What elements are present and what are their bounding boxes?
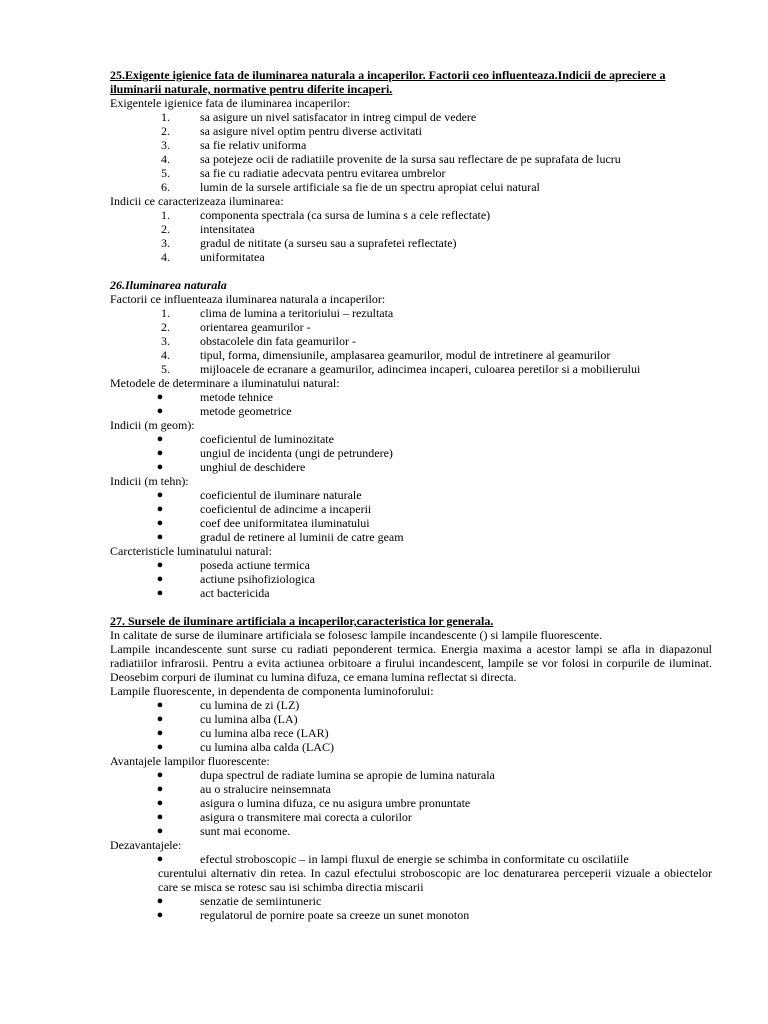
section bbox=[110, 68, 712, 264]
bullet-item bbox=[110, 432, 712, 446]
text-line: Carcteristicle luminatului natural: bbox=[110, 544, 272, 558]
bullet-item bbox=[110, 698, 712, 712]
bullet-item bbox=[110, 796, 712, 810]
bullet-item bbox=[110, 712, 712, 726]
item-number: 5. bbox=[161, 362, 170, 376]
numbered-item bbox=[110, 166, 712, 180]
item-text: regulatorul de pornire poate sa creeze un sunet monoton bbox=[200, 908, 470, 922]
bullet-item bbox=[110, 810, 712, 824]
numbered-item bbox=[110, 180, 712, 194]
paragraph: In calitate de surse de iluminare artificiala se folosesc lampile incandescente () si lampile fluorescente. bbox=[110, 628, 603, 642]
item-text: coef dee uniformitatea iluminatului bbox=[200, 516, 370, 530]
bullet-icon: ● bbox=[156, 699, 164, 711]
item-text-continuation: curentului alternativ din retea. In cazul efectului stroboscopic are loc denaturarea perceperii vizuale a obiectelor care se misca se rotesc sau isi schimba directia miscarii bbox=[158, 866, 712, 894]
item-number: 2. bbox=[161, 124, 170, 138]
bullet-icon: ● bbox=[156, 811, 164, 823]
item-text: metode geometrice bbox=[200, 404, 292, 418]
bullet-icon: ● bbox=[156, 853, 164, 865]
bullet-item bbox=[110, 572, 712, 586]
item-number: 5. bbox=[161, 166, 170, 180]
bullet-item bbox=[110, 908, 712, 922]
text-line: Avantajele lampilor fluorescente: bbox=[110, 754, 270, 768]
bullet-icon: ● bbox=[156, 727, 164, 739]
item-text: actiune psihofiziologica bbox=[200, 572, 315, 586]
bullet-item bbox=[110, 782, 712, 796]
numbered-item bbox=[110, 306, 712, 320]
bullet-icon: ● bbox=[156, 405, 164, 417]
bullet-item bbox=[110, 390, 712, 404]
item-text: sa potejeze ocii de radiatiile provenite de la sursa sau reflectare de pe suprafata de lucru bbox=[200, 152, 621, 166]
numbered-item bbox=[110, 152, 712, 166]
item-text: intensitatea bbox=[200, 222, 255, 236]
item-text: dupa spectrul de radiate lumina se apropie de lumina naturala bbox=[200, 768, 495, 782]
numbered-item bbox=[110, 208, 712, 222]
item-text: sa fie cu radiatie adecvata pentru evitarea umbrelor bbox=[200, 166, 446, 180]
bullet-icon: ● bbox=[156, 783, 164, 795]
bullet-icon: ● bbox=[156, 447, 164, 459]
bullet-item bbox=[110, 502, 712, 516]
item-text: mijloacele de ecranare a geamurilor, adincimea incaperi, culoarea peretilor si a mobilierului bbox=[200, 362, 641, 376]
bullet-icon: ● bbox=[156, 573, 164, 585]
item-text: orientarea geamurilor - bbox=[200, 320, 311, 334]
item-text: au o stralucire neinsemnata bbox=[200, 782, 331, 796]
text-line: Exigentele igienice fata de iluminarea incaperilor: bbox=[110, 96, 351, 110]
item-text: gradul de retinere al luminii de catre geam bbox=[200, 530, 404, 544]
bullet-item bbox=[110, 740, 712, 754]
section-heading: 27. Sursele de iluminare artificiala a incaperilor,caracteristica lor generala. bbox=[110, 614, 494, 628]
text-line: Metodele de determinare a iluminatului natural: bbox=[110, 376, 340, 390]
item-text: asigura o transmitere mai corecta a culorilor bbox=[200, 810, 412, 824]
item-text: uniformitatea bbox=[200, 250, 265, 264]
item-number: 4. bbox=[161, 152, 170, 166]
bullet-icon: ● bbox=[156, 391, 164, 403]
bullet-icon: ● bbox=[156, 769, 164, 781]
item-text: act bactericida bbox=[200, 586, 270, 600]
bullet-icon: ● bbox=[156, 461, 164, 473]
bullet-item bbox=[110, 404, 712, 418]
text-line: Factorii ce influenteaza iluminarea naturala a incaperilor: bbox=[110, 292, 386, 306]
item-number: 3. bbox=[161, 236, 170, 250]
numbered-item bbox=[110, 222, 712, 236]
bullet-item bbox=[110, 768, 712, 782]
numbered-item bbox=[110, 124, 712, 138]
bullet-icon: ● bbox=[156, 517, 164, 529]
bullet-item bbox=[110, 894, 712, 908]
bullet-item bbox=[110, 446, 712, 460]
bullet-icon: ● bbox=[156, 559, 164, 571]
section-heading: 26.Iluminarea naturala bbox=[110, 278, 227, 292]
text-line: Dezavantajele: bbox=[110, 838, 182, 852]
bullet-first-line bbox=[156, 852, 712, 866]
item-number: 2. bbox=[161, 320, 170, 334]
item-text: unghiul de deschidere bbox=[200, 460, 306, 474]
item-text: componenta spectrala (ca sursa de lumina s a cele reflectate) bbox=[200, 208, 491, 222]
numbered-item bbox=[110, 320, 712, 334]
numbered-item bbox=[110, 138, 712, 152]
bullet-item bbox=[110, 852, 712, 894]
bullet-icon: ● bbox=[156, 503, 164, 515]
item-text: ungiul de incidenta (ungi de petrundere) bbox=[200, 446, 393, 460]
bullet-icon: ● bbox=[156, 895, 164, 907]
item-text: metode tehnice bbox=[200, 390, 273, 404]
item-text: lumin de la sursele artificiale sa fie de un spectru apropiat celui natural bbox=[200, 180, 540, 194]
item-text: coeficientul de iluminare naturale bbox=[200, 488, 362, 502]
numbered-item bbox=[110, 110, 712, 124]
numbered-item bbox=[110, 362, 712, 376]
numbered-item bbox=[110, 236, 712, 250]
bullet-item bbox=[110, 516, 712, 530]
bullet-icon: ● bbox=[156, 825, 164, 837]
bullet-icon: ● bbox=[156, 587, 164, 599]
item-text: sa asigure nivel optim pentru diverse activitati bbox=[200, 124, 422, 138]
item-text: cu lumina alba calda (LAC) bbox=[200, 740, 334, 754]
item-text: sunt mai econome. bbox=[200, 824, 291, 838]
item-text: poseda actiune termica bbox=[200, 558, 310, 572]
item-number: 3. bbox=[161, 334, 170, 348]
numbered-item bbox=[110, 250, 712, 264]
bullet-icon: ● bbox=[156, 909, 164, 921]
bullet-icon: ● bbox=[156, 489, 164, 501]
item-text: obstacolele din fata geamurilor - bbox=[200, 334, 356, 348]
item-number: 4. bbox=[161, 250, 170, 264]
item-text: gradul de nititate (a surseu sau a suprafetei reflectate) bbox=[200, 236, 457, 250]
item-text: coeficientul de luminozitate bbox=[200, 432, 334, 446]
document-page bbox=[110, 68, 712, 936]
numbered-item bbox=[110, 334, 712, 348]
bullet-icon: ● bbox=[156, 797, 164, 809]
item-text: cu lumina alba (LA) bbox=[200, 712, 298, 726]
section bbox=[110, 278, 712, 600]
bullet-icon: ● bbox=[156, 433, 164, 445]
bullet-item bbox=[110, 726, 712, 740]
item-text: senzatie de semiintuneric bbox=[200, 894, 322, 908]
text-line: Lampile fluorescente, in dependenta de componenta luminoforului: bbox=[110, 684, 434, 698]
bullet-icon: ● bbox=[156, 741, 164, 753]
section-heading: 25.Exigente igienice fata de iluminarea naturala a incaperilor. Factorii ceo influenteaza.Indicii de apreciere a iluminarii naturale, normative pentru diferite incaperi. bbox=[110, 68, 666, 96]
item-text: cu lumina de zi (LZ) bbox=[200, 698, 300, 712]
item-text: efectul stroboscopic – in lampi fluxul de energie se schimba in conformitate cu oscilatiile bbox=[200, 852, 629, 866]
bullet-icon: ● bbox=[156, 531, 164, 543]
text-line: Indicii (m geom): bbox=[110, 418, 195, 432]
item-text: asigura o lumina difuza, ce nu asigura umbre pronuntate bbox=[200, 796, 471, 810]
bullet-item bbox=[110, 460, 712, 474]
item-number: 2. bbox=[161, 222, 170, 236]
item-number: 6. bbox=[161, 180, 170, 194]
item-number: 1. bbox=[161, 110, 170, 124]
numbered-item bbox=[110, 348, 712, 362]
bullet-item bbox=[110, 586, 712, 600]
bullet-item bbox=[110, 530, 712, 544]
item-text: tipul, forma, dimensiunile, amplasarea geamurilor, modul de intretinere al geamurilor bbox=[200, 348, 611, 362]
section bbox=[110, 614, 712, 922]
text-line: Indicii ce caracterizeaza iluminarea: bbox=[110, 194, 284, 208]
text-line: Indicii (m tehn): bbox=[110, 474, 189, 488]
item-number: 1. bbox=[161, 208, 170, 222]
item-number: 4. bbox=[161, 348, 170, 362]
item-number: 1. bbox=[161, 306, 170, 320]
item-text: sa fie relativ uniforma bbox=[200, 138, 307, 152]
item-text: coeficientul de adincime a incaperii bbox=[200, 502, 372, 516]
item-number: 3. bbox=[161, 138, 170, 152]
paragraph: Lampile incandescente sunt surse cu radiati peponderent termica. Energia maxima a acestor lampi se afla in diapazonul radiatiilor infrarosii. Pentru a evita actiunea orbitoare a firului incandescent, lampile se vor folosi in corpurile de iluminat. Deosebim corpuri de iluminat cu lumina difuza, ce emana lumina reflectat si directa. bbox=[110, 642, 712, 684]
item-text: sa asigure un nivel satisfacator in intreg cimpul de vedere bbox=[200, 110, 477, 124]
bullet-item bbox=[110, 558, 712, 572]
bullet-icon: ● bbox=[156, 713, 164, 725]
bullet-item bbox=[110, 824, 712, 838]
item-text: clima de lumina a teritoriului – rezultata bbox=[200, 306, 394, 320]
bullet-item bbox=[110, 488, 712, 502]
item-text: cu lumina alba rece (LAR) bbox=[200, 726, 329, 740]
